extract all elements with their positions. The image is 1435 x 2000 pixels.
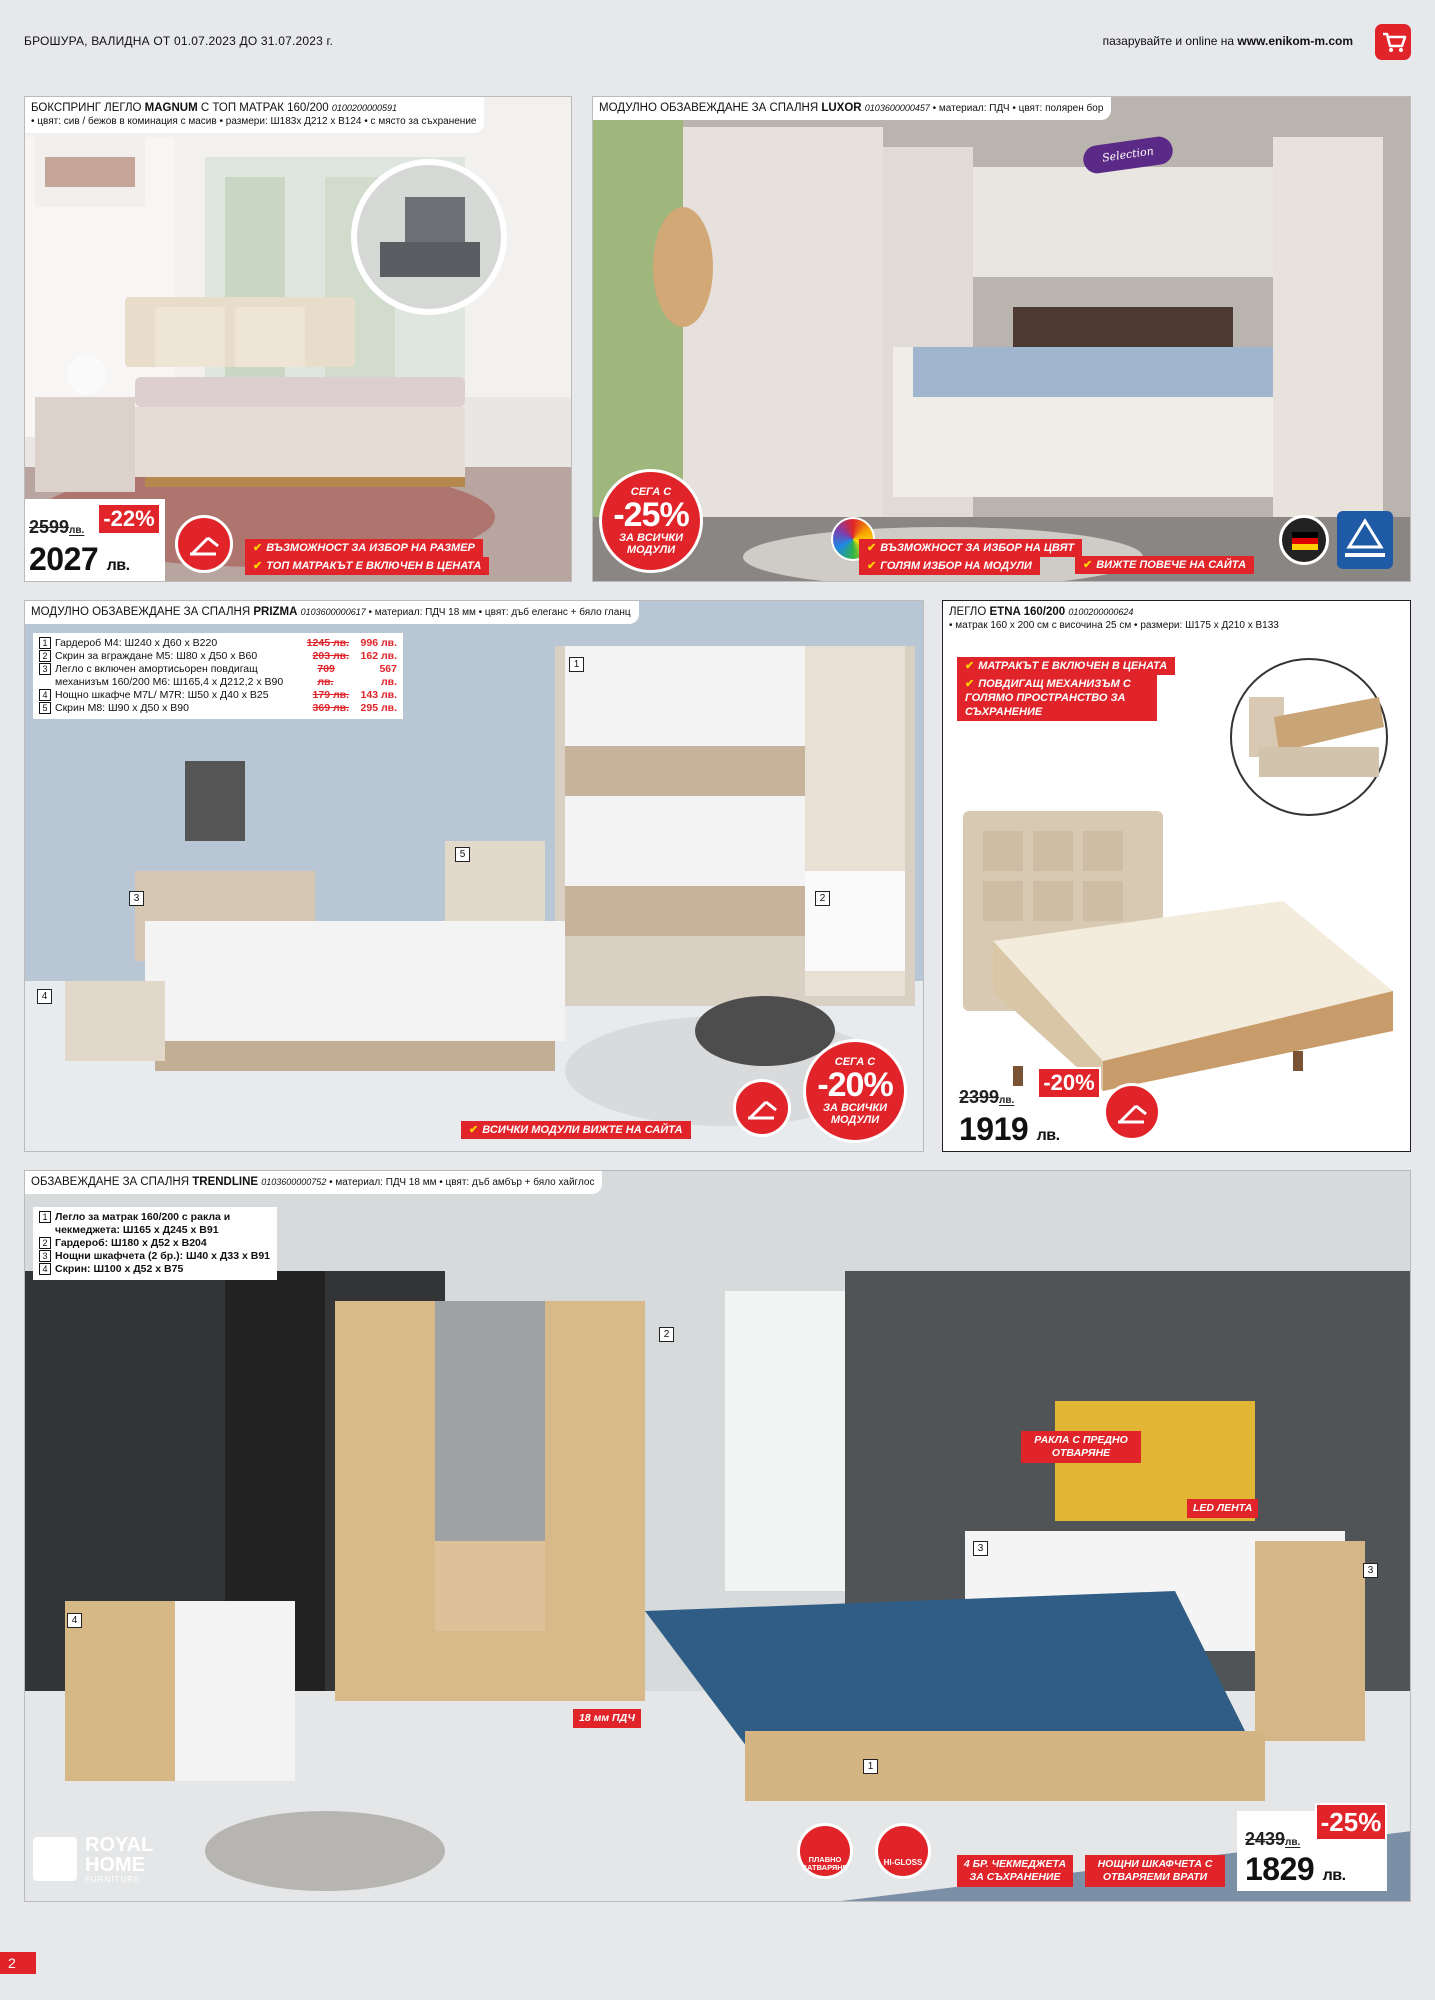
etna-code: 0100200000624 — [1068, 607, 1134, 617]
etna-feature-2: ✔ ПОВДИГАЩ МЕХАНИЗЪМ С ГОЛЯМО ПРОСТРАНСТВО ЗА СЪХРАНЕНИЕ — [957, 675, 1157, 721]
trendline-title-prefix: ОБЗАВЕЖДАНЕ ЗА СПАЛНЯ — [31, 1176, 193, 1188]
module-tag: 2 — [659, 1327, 674, 1342]
prizma-discount-badge: СЕГА С -20% ЗА ВСИЧКИ МОДУЛИ — [803, 1039, 907, 1143]
panel-etna — [942, 600, 1411, 1152]
etna-title-prefix: ЛЕГЛО — [949, 606, 990, 618]
etna-bed-photo — [953, 791, 1403, 1091]
royal-home-logo: ROYAL HOME FURNITURE — [33, 1831, 173, 1891]
callout-nightstands: НОЩНИ ШКАФЧЕТА С ОТВАРЯЕМИ ВРАТИ — [1085, 1855, 1225, 1887]
luxor-title-name: LUXOR — [821, 102, 862, 114]
luxor-feature-1: ✔ ВЪЗМОЖНОСТ ЗА ИЗБОР НА ЦВЯТ — [859, 539, 1082, 557]
prizma-module-list — [33, 633, 403, 719]
callout-thickness: 18 мм ПДЧ — [573, 1709, 641, 1728]
prizma-title-prefix: МОДУЛНО ОБЗАВЕЖДАНЕ ЗА СПАЛНЯ — [31, 606, 254, 618]
trendline-module-list — [33, 1207, 277, 1280]
trendline-discount: -25% — [1315, 1803, 1387, 1841]
module-tag: 4 — [37, 989, 52, 1004]
lift-bed-icon — [188, 530, 222, 560]
panel-magnum — [24, 96, 572, 582]
magnum-title-suffix: С ТОП МАТРАК 160/200 — [197, 102, 332, 114]
prizma-lift-mechanism-badge — [733, 1079, 791, 1137]
luxor-bedroom-photo — [593, 97, 1411, 582]
magnum-caption — [25, 97, 484, 133]
module-tag: 3 — [129, 891, 144, 906]
list-item: 3 Нощни шкафчета (2 бр.): Ш40 х Д33 х В91 — [39, 1250, 271, 1263]
tuv-triangle-icon — [1337, 511, 1393, 569]
trendline-old-price: 2439лв. — [1245, 1829, 1301, 1849]
list-item: 4 Скрин: Ш100 х Д52 х В75 — [39, 1263, 271, 1276]
module-tag: 2 — [815, 891, 830, 906]
soft-close-badge: ПЛАВНО ЗАТВАРЯНЕ — [797, 1823, 853, 1879]
module-tag: 4 — [67, 1613, 82, 1628]
etna-new-price: 1919 лв. — [959, 1111, 1060, 1147]
trendline-caption — [25, 1171, 602, 1194]
prizma-site-link[interactable]: ✔ ВСИЧКИ МОДУЛИ ВИЖТЕ НА САЙТА — [461, 1121, 691, 1139]
luxor-specs: • материал: ПДЧ • цвят: полярен бор — [929, 103, 1104, 114]
magnum-lift-mechanism-badge — [175, 515, 233, 573]
list-item: 2 Гардероб: Ш180 х Д52 х В204 — [39, 1237, 271, 1250]
selection-logo: Selection — [1081, 135, 1174, 175]
callout-chest: РАКЛА С ПРЕДНО ОТВАРЯНЕ — [1021, 1431, 1141, 1463]
shop-url-link[interactable]: www.enikom-m.com — [1237, 34, 1353, 48]
panel-luxor — [592, 96, 1411, 582]
panel-prizma — [24, 600, 924, 1152]
luxor-feature-2: ✔ ГОЛЯМ ИЗБОР НА МОДУЛИ — [859, 557, 1040, 575]
lift-bed-icon — [1116, 1098, 1150, 1128]
module-tag: 1 — [863, 1759, 878, 1774]
trendline-specs: • материал: ПДЧ 18 мм • цвят: дъб амбър + бяло хайглос — [326, 1177, 595, 1188]
callout-drawers: 4 БР. ЧЕКМЕДЖЕТА ЗА СЪХРАНЕНИЕ — [957, 1855, 1073, 1887]
panel-trendline — [24, 1170, 1411, 1902]
hi-gloss-badge: HI-GLOSS — [875, 1823, 931, 1879]
lift-bed-icon — [746, 1094, 780, 1124]
list-item: 1 Легло за матрак 160/200 с ракла и чекмеджета: Ш165 х Д245 х В91 — [39, 1211, 271, 1237]
etna-old-price: 2399лв. — [959, 1087, 1015, 1107]
made-in-germany-badge — [1279, 515, 1329, 565]
magnum-feature-1: ✔ ВЪЗМОЖНОСТ ЗА ИЗБОР НА РАЗМЕР — [245, 539, 483, 557]
list-item: 5 Скрин M8: Ш90 х Д50 х В90 369 лв. 295 лв. — [39, 702, 397, 715]
luxor-caption — [593, 97, 1111, 120]
trendline-title-name: TRENDLINE — [192, 1176, 259, 1188]
etna-caption — [943, 601, 1287, 637]
etna-title-name: ETNA 160/200 — [989, 606, 1066, 618]
tuv-certified-badge — [1337, 511, 1393, 569]
cart-button[interactable] — [1375, 24, 1411, 60]
trendline-new-price: 1829 лв. — [1245, 1851, 1346, 1887]
magnum-title-prefix: БОКСПРИНГ ЛЕГЛО — [31, 102, 145, 114]
magnum-old-price: 2599лв. — [29, 517, 85, 537]
etna-discount: -20% — [1037, 1067, 1101, 1099]
shop-prefix: пазарувайте и online на — [1102, 34, 1238, 48]
module-tag: 5 — [455, 847, 470, 862]
prizma-specs: • материал: ПДЧ 18 мм • цвят: дъб елеганс + бяло гланц — [365, 607, 631, 618]
luxor-code: 0103600000457 — [864, 103, 930, 113]
magnum-new-price: 2027 лв. — [29, 541, 130, 577]
shop-online-text — [1103, 34, 1353, 48]
trendline-bedroom-photo — [25, 1171, 1411, 1902]
list-item: 3 Легло с включен амортисьорен повдигащ механизъм 160/200 M6: Ш165,4 х Д212,2 х В90 709 лв. 567 лв. — [39, 663, 397, 689]
etna-lift-mechanism-badge — [1103, 1083, 1161, 1141]
luxor-title-prefix: МОДУЛНО ОБЗАВЕЖДАНЕ ЗА СПАЛНЯ — [599, 102, 822, 114]
module-tag: 3 — [973, 1541, 988, 1556]
cart-icon — [1375, 24, 1411, 60]
magnum-specs: • цвят: сив / бежов в коминация с масив • размери: Ш183х Д212 х В124 • с място за съхранение — [31, 116, 477, 127]
callout-led: LED ЛЕНТА — [1187, 1499, 1258, 1518]
prizma-code: 0103600000617 — [300, 607, 366, 617]
etna-specs: • матрак 160 х 200 см с височина 25 см • размери: Ш175 х Д210 х В133 — [949, 620, 1279, 631]
module-tag: 1 — [569, 657, 584, 672]
brochure-validity: БРОШУРА, ВАЛИДНА ОТ 01.07.2023 ДО 31.07.2023 г. — [24, 34, 334, 48]
list-item: 4 Нощно шкафче M7L/ M7R: Ш50 х Д40 х В25 179 лв. 143 лв. — [39, 689, 397, 702]
prizma-title-name: PRIZMA — [253, 606, 298, 618]
luxor-discount-badge: СЕГА С -25% ЗА ВСИЧКИ МОДУЛИ — [599, 469, 703, 573]
trendline-code: 0103600000752 — [261, 1177, 327, 1187]
module-tag: 3 — [1363, 1563, 1378, 1578]
magnum-title-name: MAGNUM — [144, 102, 198, 114]
prizma-caption — [25, 601, 639, 624]
etna-feature-1: ✔ МАТРАКЪТ Е ВКЛЮЧЕН В ЦЕНАТА — [957, 657, 1175, 675]
luxor-site-link[interactable]: ✔ ВИЖТЕ ПОВЕЧЕ НА САЙТА — [1075, 556, 1254, 574]
magnum-feature-2: ✔ ТОП МАТРАКЪТ Е ВКЛЮЧЕН В ЦЕНАТА — [245, 557, 489, 575]
list-item: 1 Гардероб M4: Ш240 х Д60 х В220 1245 лв. 996 лв. — [39, 637, 397, 650]
page-number: 2 — [0, 1952, 36, 1974]
magnum-discount: -22% — [97, 503, 161, 535]
magnum-code: 0100200000591 — [331, 103, 397, 113]
list-item: 2 Скрин за вграждане M5: Ш80 х Д50 х В60 203 лв. 162 лв. — [39, 650, 397, 663]
